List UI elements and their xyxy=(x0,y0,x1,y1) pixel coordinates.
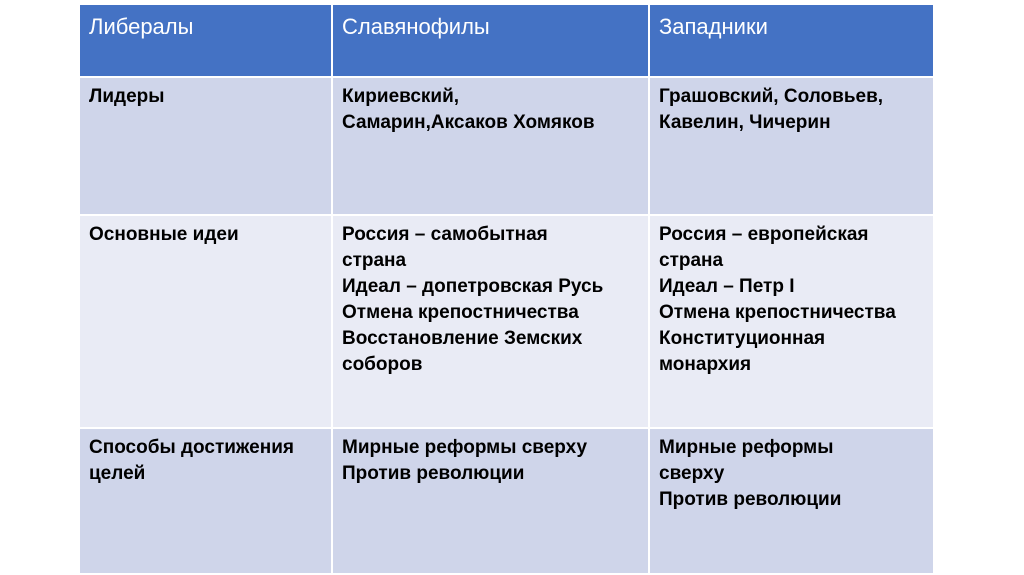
cell-line: Грашовский, Соловьев, xyxy=(659,86,884,107)
cell-line: Идеал – допетровская Русь xyxy=(342,276,604,297)
table-row-leaders xyxy=(79,77,934,215)
cell-line: Против революции xyxy=(659,489,842,510)
cell-line: Идеал – Петр I xyxy=(659,276,795,297)
comparison-table xyxy=(78,3,935,575)
comparison-table-container xyxy=(78,3,933,575)
table-row-main-ideas xyxy=(79,215,934,428)
cell-slavophiles-ideas xyxy=(332,215,649,428)
table-row-methods xyxy=(79,428,934,574)
table-header-row xyxy=(79,4,934,77)
row-label-methods xyxy=(79,428,332,574)
cell-line: Самарин,Аксаков Хомяков xyxy=(342,112,595,133)
cell-text: Основные идеи xyxy=(89,224,239,245)
row-label-main-ideas xyxy=(79,215,332,428)
cell-line: Россия – самобытная xyxy=(342,224,548,245)
cell-line: страна xyxy=(342,250,407,271)
cell-line: Мирные реформы xyxy=(659,437,834,458)
cell-westernizers-ideas xyxy=(649,215,934,428)
cell-line: целей xyxy=(89,463,146,484)
cell-line: Восстановление Земских xyxy=(342,328,583,349)
cell-line: Способы достижения xyxy=(89,437,294,458)
header-westernizers: Западники xyxy=(649,4,934,77)
cell-text: Лидеры xyxy=(89,86,165,107)
cell-westernizers-methods xyxy=(649,428,934,574)
header-slavophiles: Славянофилы xyxy=(332,4,649,77)
cell-line: Россия – европейская xyxy=(659,224,869,245)
row-label-leaders xyxy=(79,77,332,215)
cell-line: Конституционная xyxy=(659,328,826,349)
cell-line: Кавелин, Чичерин xyxy=(659,112,831,133)
header-liberals: Либералы xyxy=(79,4,332,77)
cell-line: сверху xyxy=(659,463,725,484)
cell-line: Мирные реформы сверху xyxy=(342,437,588,458)
cell-line: Отмена крепостничества xyxy=(659,302,896,323)
cell-westernizers-leaders xyxy=(649,77,934,215)
cell-slavophiles-leaders xyxy=(332,77,649,215)
cell-line: монархия xyxy=(659,354,752,375)
cell-line: страна xyxy=(659,250,724,271)
cell-line: Против революции xyxy=(342,463,525,484)
cell-line: Отмена крепостничества xyxy=(342,302,579,323)
cell-line: соборов xyxy=(342,354,423,375)
cell-line: Кириевский, xyxy=(342,86,460,107)
cell-slavophiles-methods xyxy=(332,428,649,574)
